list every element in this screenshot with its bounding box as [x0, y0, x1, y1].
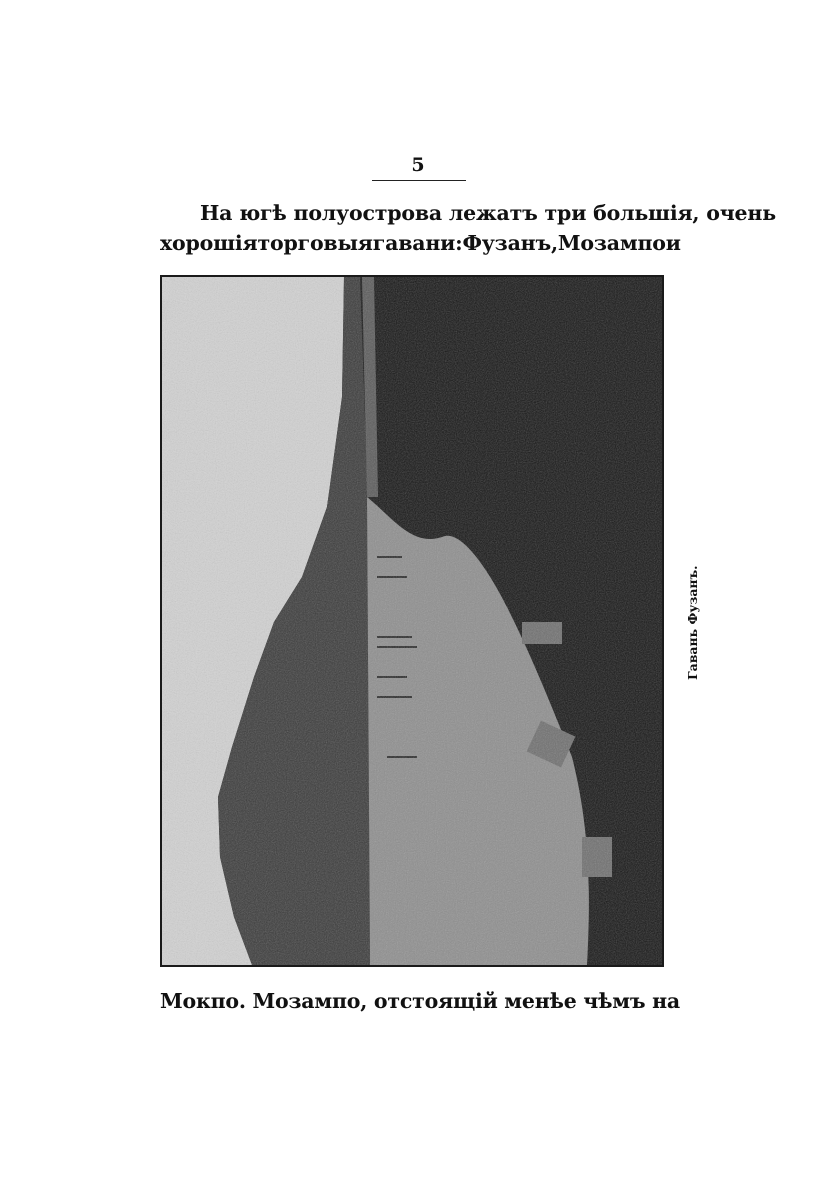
harbor-photograph	[160, 275, 664, 967]
text-line-3	[160, 986, 680, 1016]
word: гавани:	[372, 231, 463, 255]
word: отстоящій	[373, 989, 498, 1013]
word: на	[652, 989, 680, 1013]
word: Мозампо,	[252, 989, 368, 1013]
text-line-1: На югѣ полуострова лежатъ три большія, очень	[200, 201, 776, 225]
word: Мозампо	[557, 231, 666, 255]
word: и	[665, 231, 681, 255]
figure-caption: Гавань Фузанъ.	[685, 565, 700, 680]
word: торговыя	[257, 231, 373, 255]
word: хорошія	[160, 231, 258, 255]
word: Фузанъ,	[462, 231, 558, 255]
page-number: 5	[411, 154, 425, 176]
word: чѣмъ	[583, 989, 646, 1013]
page-number-rule	[372, 180, 466, 181]
word: менѣе	[504, 989, 577, 1013]
word: Мокпо.	[160, 989, 246, 1013]
text-line-2	[160, 228, 680, 258]
